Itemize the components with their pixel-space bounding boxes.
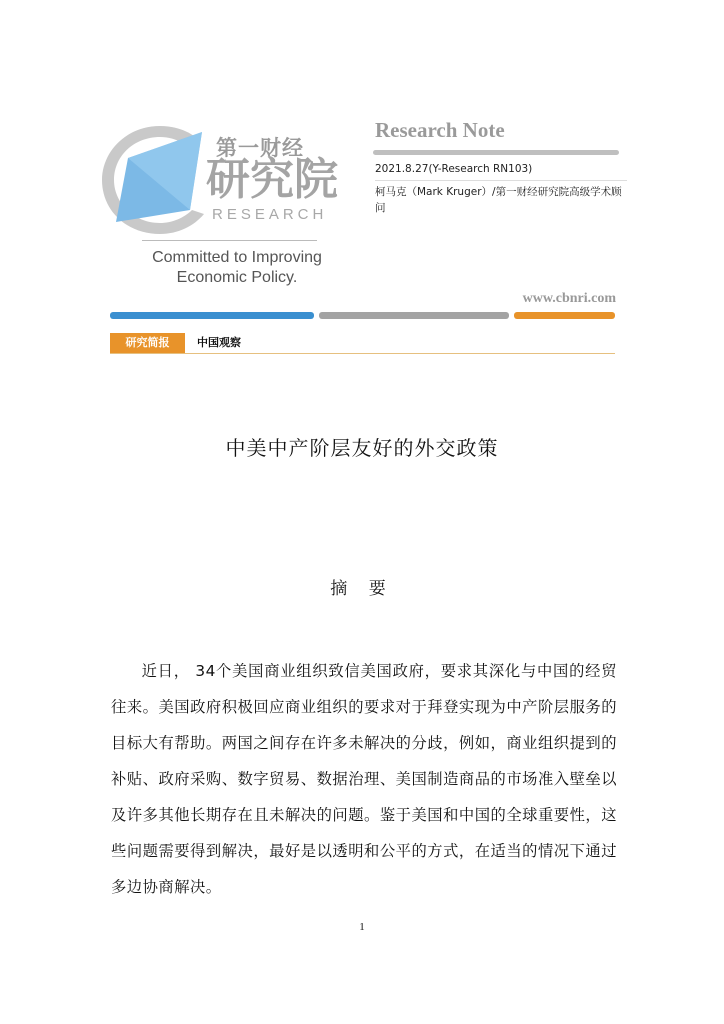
logo-divider (142, 240, 317, 241)
research-note-meta (375, 161, 627, 216)
section-tag: 研究简报 (110, 333, 185, 353)
logo (98, 118, 350, 293)
note-date-id: 2021.8.27(Y-Research RN103) (375, 161, 627, 181)
section-name: 中国观察 (197, 336, 241, 349)
page-number: 1 (359, 921, 365, 933)
divider-orange (514, 312, 615, 319)
abstract-body: 近日， 34个美国商业组织致信美国政府，要求其深化与中国的经贸往来。美国政府积极回应商业组织的要求对于拜登实现为中产阶层服务的目标大有帮助。两国之间存在许多未解决的分歧，例如，商业组织提到的补贴、政府采购、数字贸易、数据治理、美国制造商品的市场准入壁垒以及许多其他长期存在且未解决的问题。鉴于美国和中国的全球重要性，这些问题需要得到解决，最好是以透明和公平的方式，在适当的情况下通过多边协商解决。 (111, 662, 617, 896)
logo-cn-main: 研究院 (206, 154, 338, 205)
document-title: 中美中产阶层友好的外交政策 (225, 436, 499, 460)
slogan-line2: Economic Policy. (176, 269, 298, 286)
slogan-line1: Committed to Improving (152, 249, 322, 266)
research-note-bar (373, 150, 619, 155)
logo-en: RESEARCH (212, 206, 328, 223)
section-row (110, 333, 615, 354)
logo-cn-top: 第一财经 (216, 136, 304, 160)
website-url[interactable]: www.cbnri.com (522, 291, 616, 306)
note-author: 柯马克（Mark Kruger）/第一财经研究院高级学术顾问 (375, 186, 622, 214)
divider-gray (319, 312, 509, 319)
research-note-title: Research Note (375, 118, 505, 142)
divider-blue (110, 312, 314, 319)
abstract-heading: 摘 要 (330, 579, 394, 599)
slogan (142, 248, 332, 288)
